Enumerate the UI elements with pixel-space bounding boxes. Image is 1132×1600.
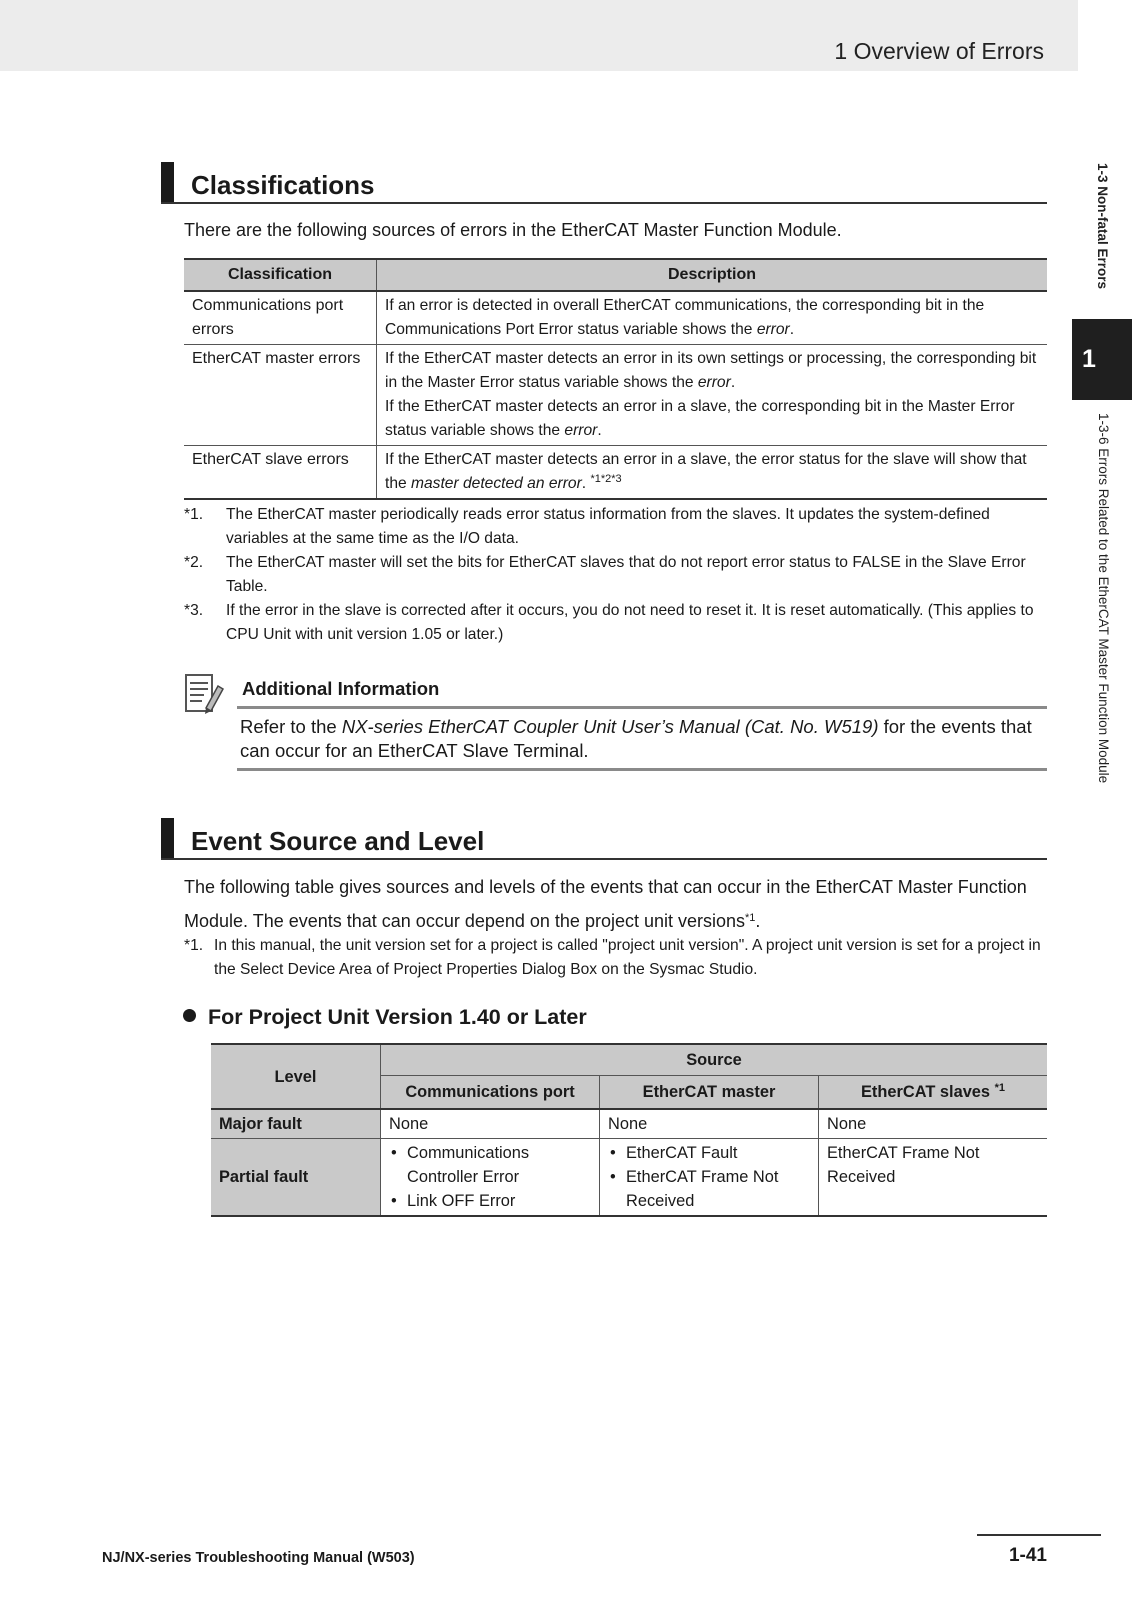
footnote-mark: *2. bbox=[184, 554, 204, 571]
table-row bbox=[211, 1109, 1047, 1139]
footnote bbox=[184, 599, 1054, 647]
footnote-ref: *1 bbox=[994, 1082, 1005, 1094]
chapter-number: 1 bbox=[1082, 345, 1096, 373]
footer-manual-title: NJ/NX-series Troubleshooting Manual (W503) bbox=[102, 1550, 415, 1566]
additional-info-rule bbox=[237, 706, 1047, 709]
side-section-label: 1-3 Non-fatal Errors bbox=[1095, 163, 1110, 290]
classification-cell: EtherCAT master errors bbox=[184, 345, 377, 446]
footnote bbox=[184, 503, 1054, 551]
column-header-description: Description bbox=[377, 259, 1048, 291]
column-header-communications-port: Communications port bbox=[381, 1076, 600, 1110]
footnote-text: The EtherCAT master will set the bits for EtherCAT slaves that do not report error status to FALSE in the Slave Error Table. bbox=[226, 554, 1026, 595]
description-cell: If the EtherCAT master detects an error in its own settings or processing, the corresponding bit in the Master Error status variable shows the error. If the EtherCAT master detects an error in a slave, the corresponding bit in the Master Error status variable shows the error. bbox=[377, 345, 1048, 446]
section-title: Classifications bbox=[191, 170, 375, 200]
footnote-text: In this manual, the unit version set for a project is called "project unit version". A project unit version is set for a project in the Select Device Area of Project Properties Dialog Box on the Sysmac Studio. bbox=[214, 937, 1041, 978]
side-subsection-label: 1-3-6 Errors Related to the EtherCAT Master Function Module bbox=[1096, 413, 1111, 784]
table-header-row bbox=[211, 1044, 1047, 1076]
footnote-mark: *1. bbox=[184, 506, 204, 523]
column-header-level: Level bbox=[211, 1044, 381, 1109]
chapter-tab bbox=[1072, 319, 1132, 400]
table-row bbox=[184, 291, 1047, 345]
footer-rule bbox=[977, 1534, 1101, 1536]
section-title: Event Source and Level bbox=[191, 826, 485, 856]
footnote-text: If the error in the slave is corrected after it occurs, you do not need to reset it. It is reset automatically. (This applies to CPU Unit with unit version 1.05 or later.) bbox=[226, 602, 1034, 643]
section-bar bbox=[161, 818, 174, 860]
section-rule bbox=[161, 202, 1047, 204]
event-level-table bbox=[211, 1043, 1047, 1217]
list-item: • Link OFF Error bbox=[389, 1189, 591, 1213]
classification-footnotes bbox=[184, 503, 1054, 647]
table-row bbox=[184, 446, 1047, 500]
master-cell: None bbox=[600, 1109, 819, 1139]
page-header-title: 1 Overview of Errors bbox=[834, 38, 1044, 64]
additional-info-title: Additional Information bbox=[242, 678, 440, 699]
footnote-text: The EtherCAT master periodically reads error status information from the slaves. It updates the system-defined variables at the same time as the I/O data. bbox=[226, 506, 990, 547]
footnote-mark: *1. bbox=[184, 937, 204, 954]
column-header-ethercat-slaves: EtherCAT slaves $^{*1}$ bbox=[819, 1076, 1048, 1110]
footnote-ref: *1*2*3 bbox=[590, 473, 622, 485]
bullet-icon bbox=[183, 1009, 196, 1022]
comm-port-cell: None bbox=[381, 1109, 600, 1139]
event-source-heading bbox=[161, 818, 1047, 860]
description-cell: If an error is detected in overall EtherCAT communications, the corresponding bit in the Communications Port Error status variable shows the error. bbox=[377, 291, 1048, 345]
list-item: • EtherCAT Frame Not Received bbox=[608, 1165, 810, 1213]
table-header-row bbox=[184, 259, 1047, 291]
section-bar bbox=[161, 162, 174, 204]
list-item: • Communications Controller Error bbox=[389, 1141, 591, 1189]
column-header-ethercat-master: EtherCAT master bbox=[600, 1076, 819, 1110]
project-unit-version-subheading: For Project Unit Version 1.40 or Later bbox=[183, 1005, 587, 1030]
classification-cell: EtherCAT slave errors bbox=[184, 446, 377, 500]
additional-info-rule bbox=[237, 768, 1047, 771]
footnote-mark: *3. bbox=[184, 602, 204, 619]
document-pencil-icon bbox=[184, 672, 224, 716]
column-header-classification: Classification bbox=[184, 259, 377, 291]
column-header-source: Source bbox=[381, 1044, 1048, 1076]
event-footnote bbox=[184, 934, 1054, 982]
classification-cell: Communications port errors bbox=[184, 291, 377, 345]
table-row bbox=[184, 345, 1047, 446]
list-item: • EtherCAT Fault bbox=[608, 1141, 810, 1165]
classification-table bbox=[184, 258, 1047, 500]
level-cell: Major fault bbox=[211, 1109, 381, 1139]
event-source-intro: The following table gives sources and levels of the events that can occur in the EtherCAT Master Function Module. The events that can occur depend on the project unit versions$^{*1}$. bbox=[184, 877, 1027, 931]
level-cell: Partial fault bbox=[211, 1139, 381, 1217]
footnote bbox=[184, 551, 1054, 599]
section-rule bbox=[161, 858, 1047, 860]
slaves-cell: EtherCAT Frame Not Received bbox=[819, 1139, 1048, 1217]
slaves-cell: None bbox=[819, 1109, 1048, 1139]
master-cell bbox=[600, 1139, 819, 1217]
description-cell: If the EtherCAT master detects an error in a slave, the error status for the slave will show that the master detected an error. $^{*1*2*3}$ bbox=[377, 446, 1048, 500]
classifications-intro: There are the following sources of errors in the EtherCAT Master Function Module. bbox=[184, 220, 842, 240]
table-row bbox=[211, 1139, 1047, 1217]
page-number: 1-41 bbox=[1008, 1545, 1047, 1566]
additional-info-text: Refer to the NX-series EtherCAT Coupler Unit User’s Manual (Cat. No. W519) for the events that can occur for an EtherCAT Slave Terminal. bbox=[240, 716, 1032, 761]
comm-port-cell bbox=[381, 1139, 600, 1217]
classifications-heading bbox=[161, 162, 1047, 204]
footnote-ref: *1 bbox=[745, 912, 756, 924]
